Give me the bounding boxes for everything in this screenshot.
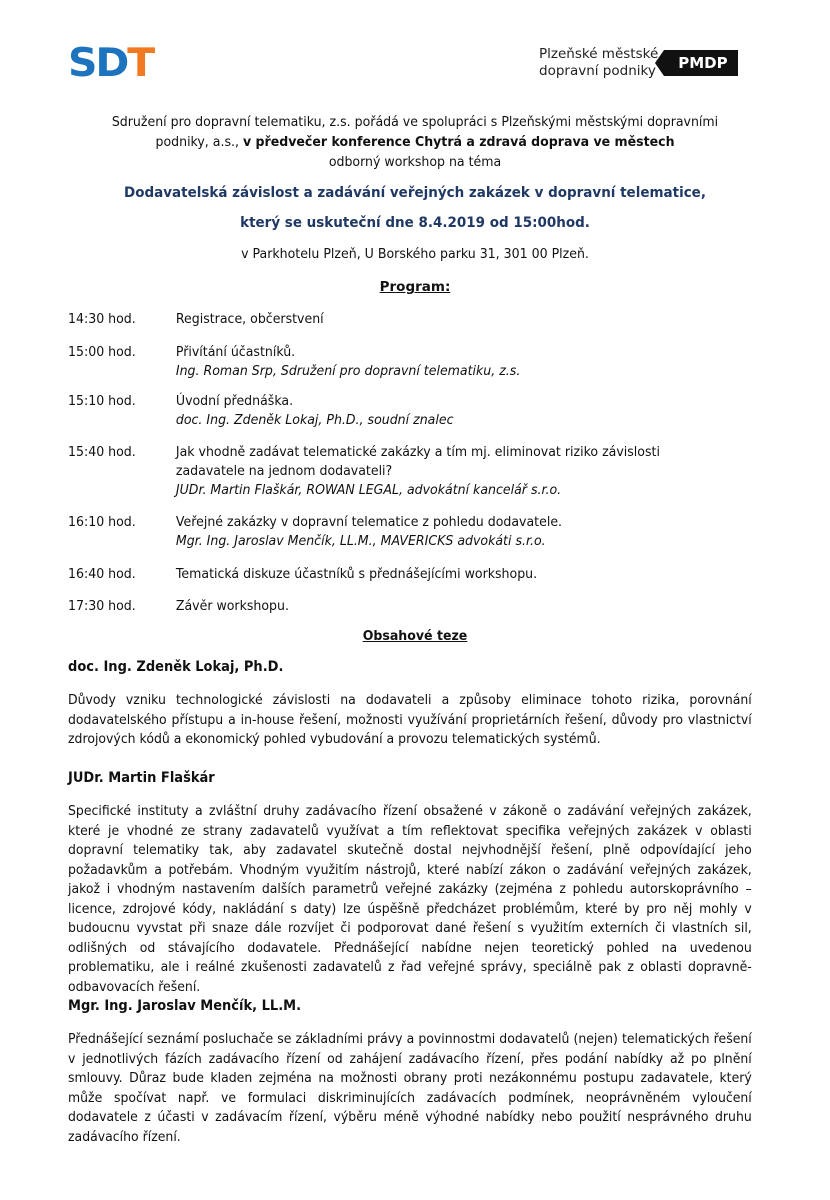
program-description	[176, 565, 734, 584]
program-heading: Program:	[379, 279, 451, 295]
sdt-logo-t: T	[127, 41, 154, 86]
theses-heading: Obsahové teze	[362, 628, 468, 644]
program-speaker: JUDr. Martin Flaškár, ROWAN LEGAL, advokátní kancelář s.r.o.	[175, 482, 562, 498]
program-time: 15:10 hod.	[68, 393, 136, 409]
pmdp-logo	[539, 46, 738, 80]
pmdp-logo-words	[539, 46, 658, 80]
intro-line-2-plain: podniky, a.s.,	[155, 134, 243, 150]
program-time: 17:30 hod.	[68, 598, 136, 614]
program-description	[176, 597, 734, 616]
pmdp-logo-line1: Plzeňské městské	[539, 46, 659, 62]
program-topic: Tematická diskuze účastníků s přednášejícími workshopu.	[175, 566, 538, 582]
venue: v Parkhotelu Plzeň, U Borského parku 31, 301 00 Plzeň.	[241, 246, 589, 262]
program-description	[176, 310, 734, 329]
event-title-line-2: který se uskuteční dne 8.4.2019 od 15:00hod.	[240, 215, 590, 231]
theses-person: doc. Ing. Zdeněk Lokaj, Ph.D.	[68, 659, 284, 675]
pmdp-logo-badge: PMDP	[664, 50, 737, 76]
theses-paragraph: Přednášející seznámí posluchače se základními právy a povinnostmi dodavatelů (nejen) telematických řešení v jednotlivých fázích zadávacího řízení od zahájení zadávacího řízení, přes podání nabídky až po plnění smlouvy. Důraz bude kladen zejména na možnosti obrany proti nezákonnému postupu zadavatele, který může spočívat např. ve formulaci diskriminujících zadávacích podmínek, neoprávněném vyloučení dodavatele z účasti v zadávacím řízení, výběru méně výhodné nabídky nebo použití nesprávného druhu zadávacího řízení.	[68, 1031, 752, 1145]
program-topic: Jak vhodně zadávat telematické zakázky a tím mj. eliminovat riziko závislosti	[175, 444, 660, 460]
theses-person: Mgr. Ing. Jaroslav Menčík, LL.M.	[68, 998, 302, 1014]
program-topic: zadavatele na jednom dodavateli?	[175, 463, 393, 479]
program-description	[176, 392, 734, 430]
theses-paragraph: Důvody vzniku technologické závislosti na dodavateli a způsoby eliminace tohoto rizika, porovnání dodavatelského přístupu a in-house řešení, možnosti využívání proprietárních řešení, důvody pro vlastnictví zdrojových kódů a ekonomický pohled vybudování a provozu telematických systémů.	[68, 692, 752, 747]
pmdp-logo-line2: dopravní podniky	[539, 63, 656, 79]
program-topic: Přivítání účastníků.	[175, 344, 296, 360]
program-time: 15:00 hod.	[68, 344, 136, 360]
program-topic: Úvodní přednáška.	[175, 393, 294, 409]
theses-person: JUDr. Martin Flaškár	[68, 770, 215, 786]
program-topic: Závěr workshopu.	[175, 598, 289, 614]
theses-paragraph: Specifické instituty a zvláštní druhy zadávacího řízení obsažené v zákoně o zadávání veřejných zakázek, které je vhodné ze strany zadavatelů využívat a tím reflektovat specifika veřejných zakázek v oblasti dopravní telematiky tak, aby zadavatel skutečně dostal nejvhodnější řešení, plně odpovídající jeho požadavkům a potřebám. Vhodným využitím nástrojů, které nabízí zákon o zadávání veřejných zakázek, jakož i vhodným nastavením dalších parametrů veřejné zakázky (zejména z pohledu autorskoprávního – licence, zdrojové kódy, nakládání s daty) lze úspěšně předcházet problémům, které by pro něj mohly v budoucnu vyvstat při snaze dále rozvíjet či podporovat dané řešení s využitím externích či vlastních sil, odlišných od stávajícího dodavatele. Přednášející nabídne nejen teoretický pohled na uvedenou problematiku, ale i reálné zkušenosti zadavatelů z řad veřejné správy, speciálně pak z oblasti dopravně-odbavovacích řešení.	[68, 803, 752, 995]
event-title-line-1: Dodavatelská závislost a zadávání veřejných zakázek v dopravní telematice,	[124, 185, 706, 201]
intro-line-2	[85, 132, 745, 152]
program-time: 15:40 hod.	[68, 444, 136, 460]
intro-text	[85, 112, 745, 172]
intro-line-3: odborný workshop na téma	[328, 154, 502, 170]
intro-line-2-bold: v předvečer konference Chytrá a zdravá doprava ve městech	[242, 134, 675, 150]
program-speaker: Ing. Roman Srp, Sdružení pro dopravní telematiku, z.s.	[175, 363, 521, 379]
program-topic: Veřejné zakázky v dopravní telematice z pohledu dodavatele.	[175, 514, 563, 530]
program-description	[176, 513, 734, 551]
program-time: 14:30 hod.	[68, 311, 136, 327]
program-description	[176, 443, 734, 500]
program-time: 16:40 hod.	[68, 566, 136, 582]
program-time: 16:10 hod.	[68, 514, 136, 530]
intro-line-1: Sdružení pro dopravní telematiku, z.s. pořádá ve spolupráci s Plzeňskými městskými dopravními	[111, 114, 719, 130]
program-speaker: doc. Ing. Zdeněk Lokaj, Ph.D., soudní znalec	[175, 412, 454, 428]
program-description	[176, 343, 734, 381]
program-speaker: Mgr. Ing. Jaroslav Menčík, LL.M., MAVERICKS advokáti s.r.o.	[175, 533, 546, 549]
sdt-logo	[68, 41, 154, 86]
sdt-logo-sd: SD	[68, 41, 128, 86]
program-topic: Registrace, občerstvení	[175, 311, 324, 327]
